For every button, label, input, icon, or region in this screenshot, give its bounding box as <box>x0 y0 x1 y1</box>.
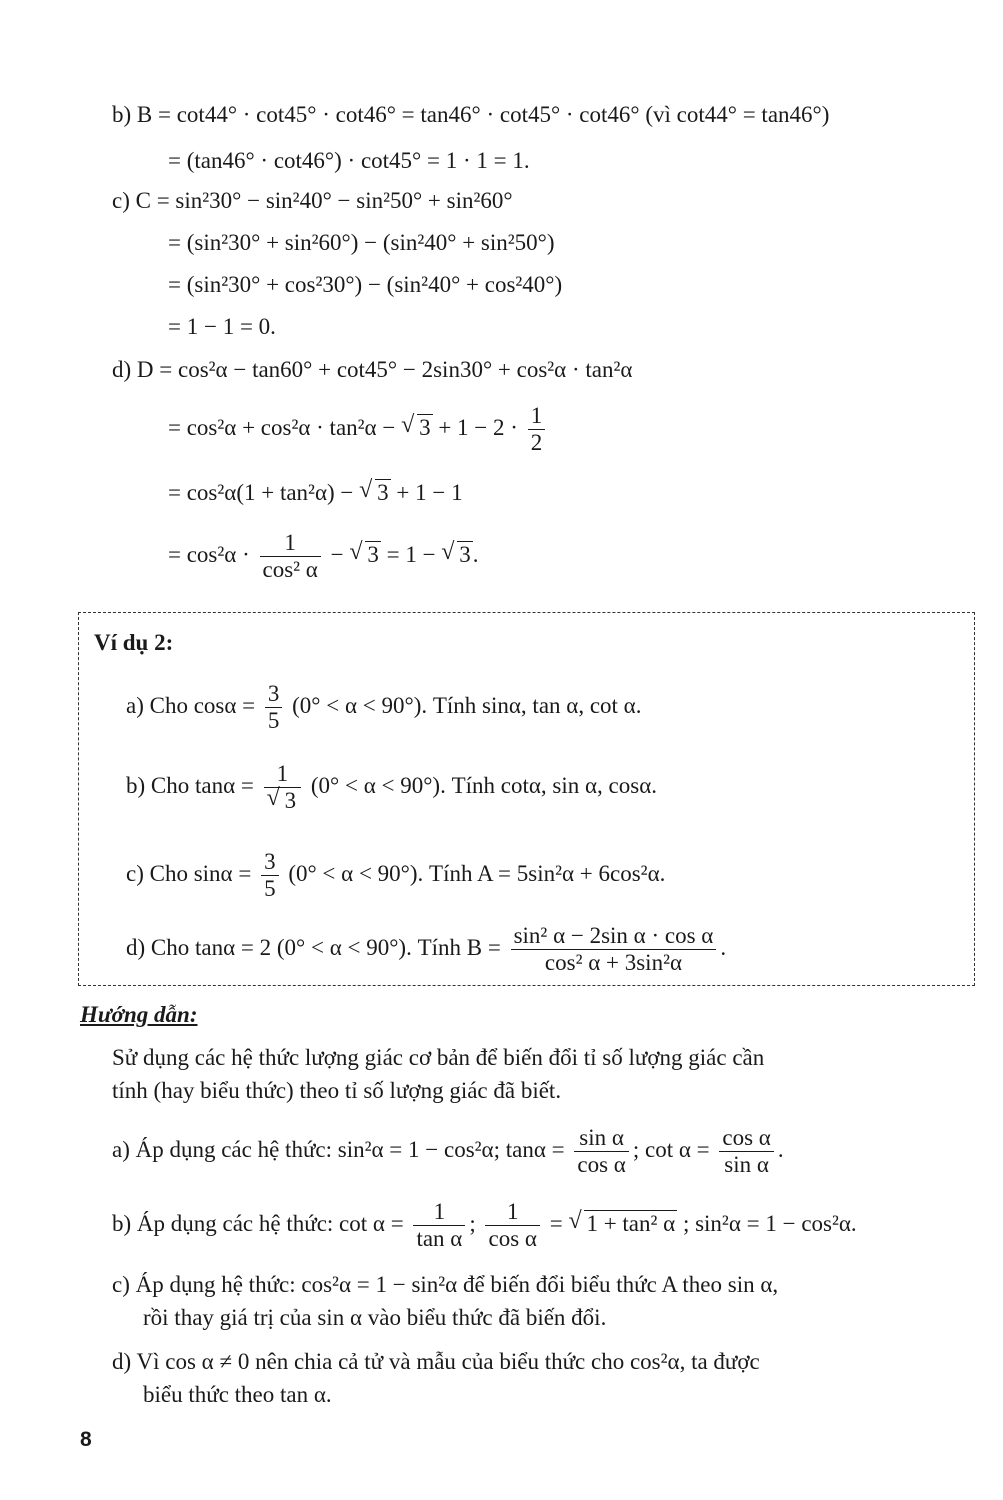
solution-d-line-2-mid: + 1 − 2 · <box>432 415 524 440</box>
fraction-three-fifths: $\frac{3}{5}$ <box>265 681 283 735</box>
guide-item-c-line-2: rồi thay giá trị của sin α vào biểu thức đã biến đổi. <box>143 1305 607 1330</box>
guide-item-b: b) Áp dụng các hệ thức: cot α = $\frac{1}{\text{tan α}}$ ; $\frac{1}{\text{cos α}}$ = √ 1 + tan² α ; sin²α = 1 − cos²α. <box>112 1194 857 1254</box>
page-number: 8 <box>80 1428 92 1451</box>
fraction-one-over-cos: $\frac{1}{\text{cos α}}$ <box>485 1199 539 1253</box>
solution-b-line-1: b) B = cot44° · cot45° · cot46° = tan46° · cot45° · cot46° (vì cot44° = tan46°) <box>112 102 830 127</box>
example-item-a: a) Cho cosα = $\frac{3}{5}$ (0° < α < 90°). Tính sinα, tan α, cot α. <box>126 680 642 734</box>
solution-d-line-2 <box>168 398 549 458</box>
fraction-cos-over-sin: $\frac{\text{cos α}}{\text{sin α}}$ <box>719 1125 773 1179</box>
sqrt-3: √ 3 <box>441 539 471 567</box>
guide-item-a: a) Áp dụng các hệ thức: sin²α = 1 − cos²α; tanα = $\frac{\text{sin α}}{\text{cos α}}$ ; cot α = $\frac{\text{cos α}}{\text{sin α}}$ . <box>112 1124 784 1178</box>
solution-d-line-4-text: = cos²α · <box>168 542 256 567</box>
sqrt-3: √ 3 <box>359 477 389 505</box>
solution-c-line-1: c) C = sin²30° − sin²40° − sin²50° + sin²60° <box>112 188 513 213</box>
guide-item-c-line-1: c) Áp dụng hệ thức: cos²α = 1 − sin²α để biến đổi biểu thức A theo sin α, <box>112 1272 779 1297</box>
solution-d-line-3 <box>168 478 463 508</box>
example-item-d: d) Cho tanα = 2 (0° < α < 90°). Tính B = $\frac{\text{sin² α − 2sin α · cos α}}{\text{cos² α + 3sin²α}}$ . <box>126 922 727 976</box>
example-item-b: b) Cho tanα = 1 √ 3 (0° < α < 90°). Tính cotα, sin α, cosα. <box>126 760 658 814</box>
solution-d-line-3-post: + 1 − 1 <box>390 480 463 505</box>
solution-c-line-3: = (sin²30° + cos²30°) − (sin²40° + cos²40°) <box>168 272 563 297</box>
fraction-one-half: $\frac{1}{2}$ <box>528 403 546 457</box>
fraction-sin-over-cos: $\frac{\text{sin α}}{\text{cos α}}$ <box>574 1125 628 1179</box>
solution-d-line-3-text: = cos²α(1 + tan²α) − <box>168 480 360 505</box>
guide-paragraph-line-2: tính (hay biểu thức) theo tỉ số lượng giác đã biết. <box>112 1078 562 1103</box>
fraction-one-over-tan: $\frac{1}{\text{tan α}}$ <box>413 1199 465 1253</box>
solution-c-line-2: = (sin²30° + sin²60°) − (sin²40° + sin²50°) <box>168 230 555 255</box>
example-item-c: c) Cho sinα = $\frac{3}{5}$ (0° < α < 90°). Tính A = 5sin²α + 6cos²α. <box>126 848 666 902</box>
fraction-three-fifths: $\frac{3}{5}$ <box>261 849 279 903</box>
sqrt-3: √ 3 <box>349 539 379 567</box>
sqrt-3: √ 3 <box>266 785 297 814</box>
guide-title: Hướng dẫn: <box>80 1002 198 1027</box>
sqrt-3: √ 3 <box>401 412 431 440</box>
solution-c-line-4: = 1 − 1 = 0. <box>168 314 276 339</box>
guide-item-d-line-2: biểu thức theo tan α. <box>143 1382 332 1407</box>
sqrt-one-plus-tan2: √ 1 + tan² α <box>568 1208 676 1236</box>
guide-item-d-line-1: d) Vì cos α ≠ 0 nên chia cả tử và mẫu của biểu thức cho cos²α, ta được <box>112 1349 760 1374</box>
solution-d-line-1: d) D = cos²α − tan60° + cot45° − 2sin30° + cos²α · tan²α <box>112 357 633 382</box>
example-title: Ví dụ 2: <box>94 630 174 655</box>
solution-d-line-4: = cos²α · $\frac{1}{\text{cos² α}}$ − √ 3 = 1 − √ 3. <box>168 525 479 585</box>
solution-d-line-2-text: = cos²α + cos²α · tan²α − <box>168 415 402 440</box>
guide-paragraph-line-1: Sử dụng các hệ thức lượng giác cơ bản để biến đổi tỉ số lượng giác cần <box>112 1045 765 1070</box>
fraction-one-over-cos2: $\frac{1}{\text{cos² α}}$ <box>260 530 321 584</box>
fraction-b-expression: $\frac{\text{sin² α − 2sin α · cos α}}{\text{cos² α + 3sin²α}}$ <box>511 923 717 977</box>
fraction-one-over-sqrt3: 1 √ 3 <box>264 761 302 815</box>
solution-b-line-2: = (tan46° · cot46°) · cot45° = 1 · 1 = 1. <box>168 148 530 173</box>
